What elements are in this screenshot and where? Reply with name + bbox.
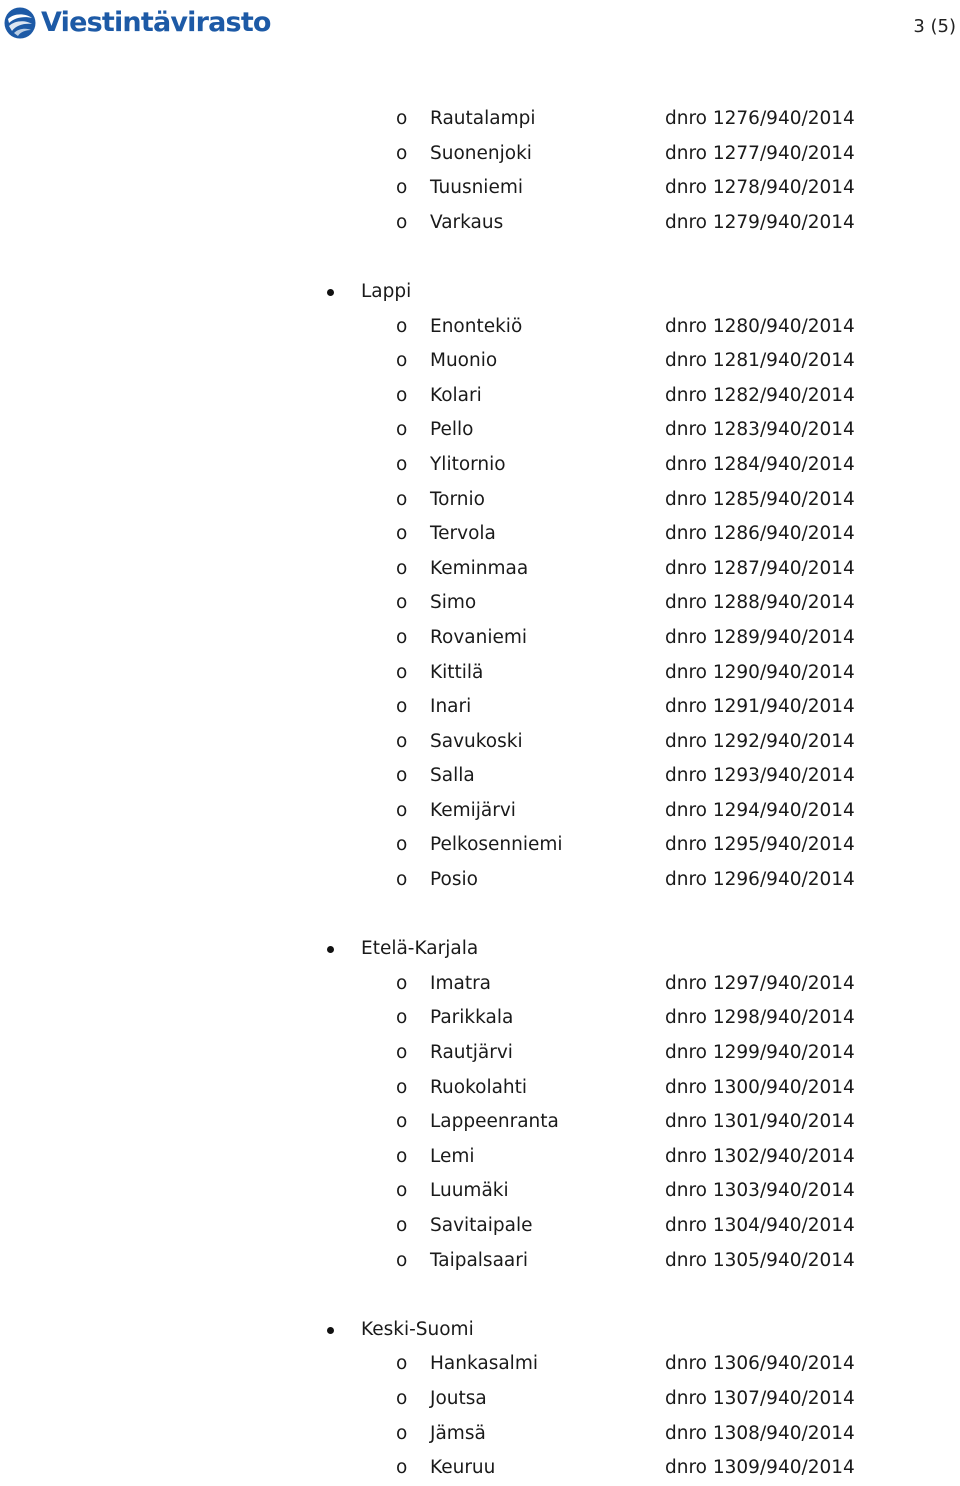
sub-bullet-icon: o <box>396 142 408 164</box>
record-number: dnro 1283/940/2014 <box>665 419 855 441</box>
sub-bullet-icon: o <box>396 1249 408 1271</box>
list-item <box>0 448 960 483</box>
municipality-name: Tornio <box>430 488 485 510</box>
record-number: dnro 1292/940/2014 <box>665 730 855 752</box>
record-number: dnro 1286/940/2014 <box>665 523 855 545</box>
list-item <box>0 1382 960 1417</box>
municipality-name: Parikkala <box>430 1007 514 1029</box>
logo <box>3 6 271 40</box>
spacer <box>0 898 960 933</box>
list-item <box>0 1174 960 1209</box>
record-number: dnro 1293/940/2014 <box>665 765 855 787</box>
group-title: Keski-Suomi <box>361 1318 474 1340</box>
municipality-name: Pelkosenniemi <box>430 834 563 856</box>
page-number: 3 (5) <box>913 16 956 37</box>
record-number: dnro 1309/940/2014 <box>665 1457 855 1479</box>
sub-bullet-icon: o <box>396 1076 408 1098</box>
list-item <box>0 1209 960 1244</box>
municipality-name: Imatra <box>430 972 492 994</box>
record-number: dnro 1277/940/2014 <box>665 142 855 164</box>
sub-bullet-icon: o <box>396 626 408 648</box>
municipality-name: Hankasalmi <box>430 1353 538 1375</box>
list-item <box>0 1140 960 1175</box>
municipality-name: Kolari <box>430 384 482 406</box>
municipality-name: Savitaipale <box>430 1215 533 1236</box>
sub-bullet-icon: o <box>396 108 408 129</box>
record-number: dnro 1300/940/2014 <box>665 1076 855 1098</box>
list-item <box>0 344 960 379</box>
municipality-name: Luumäki <box>430 1180 509 1202</box>
municipality-name: Inari <box>430 696 472 718</box>
bullet-icon <box>327 1327 334 1334</box>
municipality-name: Muonio <box>430 350 498 372</box>
municipality-name: Simo <box>430 592 477 614</box>
sub-bullet-icon: o <box>396 1457 408 1479</box>
list-item <box>0 1001 960 1036</box>
record-number: dnro 1280/940/2014 <box>665 315 855 337</box>
record-number: dnro 1279/940/2014 <box>665 211 855 233</box>
sub-bullet-icon: o <box>396 523 408 545</box>
sub-bullet-icon: o <box>396 730 408 752</box>
list-item <box>0 171 960 206</box>
record-number: dnro 1302/940/2014 <box>665 1145 855 1167</box>
list-item <box>0 1036 960 1071</box>
list-item <box>0 206 960 241</box>
record-number: dnro 1288/940/2014 <box>665 592 855 614</box>
record-number: dnro 1296/940/2014 <box>665 869 855 891</box>
list-item <box>0 828 960 863</box>
list-item <box>0 621 960 656</box>
sub-bullet-icon: o <box>396 1387 408 1409</box>
record-number: dnro 1305/940/2014 <box>665 1249 855 1271</box>
sub-bullet-icon: o <box>396 1145 408 1167</box>
sub-bullet-icon: o <box>396 1007 408 1029</box>
sub-bullet-icon: o <box>396 315 408 337</box>
spacer <box>0 1278 960 1313</box>
list-item <box>0 794 960 829</box>
list-item <box>0 1244 960 1279</box>
municipality-name: Taipalsaari <box>430 1249 528 1271</box>
sub-bullet-icon: o <box>396 1353 408 1375</box>
record-number: dnro 1301/940/2014 <box>665 1111 855 1133</box>
municipality-name: Lemi <box>430 1145 475 1167</box>
record-number: dnro 1304/940/2014 <box>665 1215 855 1236</box>
municipality-name: Jämsä <box>430 1422 486 1444</box>
record-number: dnro 1289/940/2014 <box>665 626 855 648</box>
list-item <box>0 379 960 414</box>
municipality-name: Kemijärvi <box>430 799 516 821</box>
municipality-name: Rovaniemi <box>430 626 528 648</box>
sub-bullet-icon: o <box>396 869 408 891</box>
sub-bullet-icon: o <box>396 1215 408 1236</box>
municipality-name: Rautjärvi <box>430 1042 513 1064</box>
record-number: dnro 1298/940/2014 <box>665 1007 855 1029</box>
municipality-name: Keminmaa <box>430 557 529 579</box>
record-number: dnro 1290/940/2014 <box>665 661 855 683</box>
municipality-name: Rautalampi <box>430 108 536 129</box>
record-number: dnro 1307/940/2014 <box>665 1387 855 1409</box>
list-item <box>0 1451 960 1486</box>
spacer <box>0 240 960 275</box>
list-item <box>0 483 960 518</box>
record-number: dnro 1291/940/2014 <box>665 696 855 718</box>
sub-bullet-icon: o <box>396 834 408 856</box>
list-item <box>0 863 960 898</box>
list-item <box>0 310 960 345</box>
list-item <box>0 725 960 760</box>
viestintavirasto-logo-icon <box>3 6 37 40</box>
municipality-name: Enontekiö <box>430 315 523 337</box>
sub-bullet-icon: o <box>396 419 408 441</box>
group-heading <box>0 275 960 310</box>
municipality-name: Joutsa <box>430 1387 487 1409</box>
municipality-name: Varkaus <box>430 211 504 233</box>
record-number: dnro 1297/940/2014 <box>665 972 855 994</box>
list-item <box>0 137 960 172</box>
municipality-name: Tervola <box>430 523 496 545</box>
group-title: Etelä-Karjala <box>361 938 479 960</box>
bullet-icon <box>327 289 334 296</box>
list-item <box>0 1347 960 1382</box>
municipality-name: Keuruu <box>430 1457 496 1479</box>
bullet-icon <box>327 946 334 953</box>
list-item <box>0 759 960 794</box>
municipality-name: Tuusniemi <box>430 177 523 199</box>
record-number: dnro 1303/940/2014 <box>665 1180 855 1202</box>
list-item <box>0 1105 960 1140</box>
record-number: dnro 1294/940/2014 <box>665 799 855 821</box>
sub-bullet-icon: o <box>396 592 408 614</box>
record-number: dnro 1308/940/2014 <box>665 1422 855 1444</box>
record-number: dnro 1285/940/2014 <box>665 488 855 510</box>
municipality-name: Kittilä <box>430 661 484 683</box>
list-item <box>0 517 960 552</box>
record-number: dnro 1284/940/2014 <box>665 453 855 475</box>
record-number: dnro 1287/940/2014 <box>665 557 855 579</box>
sub-bullet-icon: o <box>396 211 408 233</box>
list-item <box>0 552 960 587</box>
municipality-name: Suonenjoki <box>430 142 532 164</box>
record-number: dnro 1278/940/2014 <box>665 177 855 199</box>
sub-bullet-icon: o <box>396 972 408 994</box>
record-number: dnro 1295/940/2014 <box>665 834 855 856</box>
municipality-list <box>0 102 960 1486</box>
list-item <box>0 1417 960 1452</box>
list-item <box>0 1071 960 1106</box>
sub-bullet-icon: o <box>396 799 408 821</box>
page-header <box>0 0 960 60</box>
sub-bullet-icon: o <box>396 1042 408 1064</box>
sub-bullet-icon: o <box>396 1422 408 1444</box>
sub-bullet-icon: o <box>396 1111 408 1133</box>
record-number: dnro 1306/940/2014 <box>665 1353 855 1375</box>
sub-bullet-icon: o <box>396 350 408 372</box>
record-number: dnro 1282/940/2014 <box>665 384 855 406</box>
record-number: dnro 1299/940/2014 <box>665 1042 855 1064</box>
sub-bullet-icon: o <box>396 177 408 199</box>
record-number: dnro 1281/940/2014 <box>665 350 855 372</box>
list-item <box>0 690 960 725</box>
sub-bullet-icon: o <box>396 384 408 406</box>
group-heading <box>0 1313 960 1348</box>
group-title: Lappi <box>361 280 412 302</box>
municipality-name: Ruokolahti <box>430 1076 528 1098</box>
sub-bullet-icon: o <box>396 1180 408 1202</box>
municipality-name: Pello <box>430 419 474 441</box>
sub-bullet-icon: o <box>396 696 408 718</box>
list-item <box>0 586 960 621</box>
list-item <box>0 413 960 448</box>
logo-text: Viestintävirasto <box>41 7 271 38</box>
list-item <box>0 102 960 137</box>
sub-bullet-icon: o <box>396 661 408 683</box>
sub-bullet-icon: o <box>396 453 408 475</box>
list-item <box>0 656 960 691</box>
sub-bullet-icon: o <box>396 557 408 579</box>
municipality-name: Savukoski <box>430 730 523 752</box>
municipality-name: Posio <box>430 869 478 891</box>
municipality-name: Ylitornio <box>430 453 506 475</box>
sub-bullet-icon: o <box>396 488 408 510</box>
sub-bullet-icon: o <box>396 765 408 787</box>
list-item <box>0 967 960 1002</box>
municipality-name: Salla <box>430 765 475 787</box>
municipality-name: Lappeenranta <box>430 1111 559 1133</box>
record-number: dnro 1276/940/2014 <box>665 108 855 129</box>
group-heading <box>0 932 960 967</box>
